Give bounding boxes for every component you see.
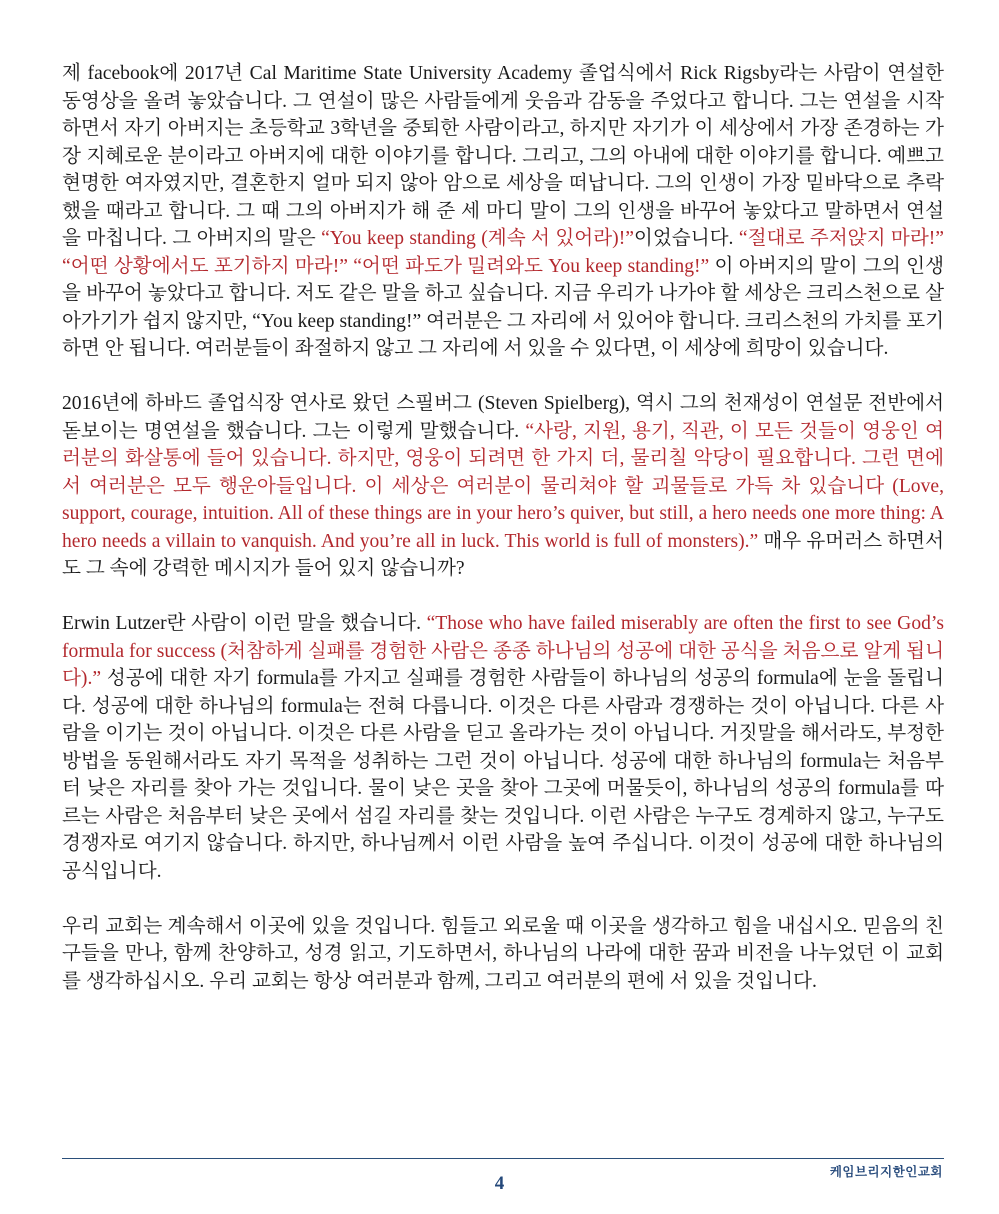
paragraph-3-quote-1: “Those who have failed miserably are often the first to see God’s formula for success (처참하게 실패를 경험한 사람은 종종 하나님의 성공에 대한 공식을 처음으로 알게 됩니다).”	[62, 613, 944, 689]
paragraph-1	[62, 60, 944, 363]
paragraph-1-quote-2: “절대로 주저앉지 마라!” “어떤 상황에서도 포기하지 마라!” “어떤 파도가 밀려와도 You keep standing!”	[62, 228, 944, 277]
paragraph-2-quote-1: “사랑, 지원, 용기, 직관, 이 모든 것들이 영웅인 여러분의 화살통에 들어 있습니다. 하지만, 영웅이 되려면 한 가지 더, 물리칠 악당이 필요합니다. 그런 면에서 여러분은 모두 행운아들입니다. 이 세상은 여러분이 물리쳐야 할 괴물들로 가득 차 있습니다 (Love, support, courage, intuition. All of these things are in your hero’s quiver, but still, a hero needs one more thing: A hero needs a villain to vanquish. And you’re all in luck. This world is full of monsters).”	[62, 420, 944, 552]
paragraph-4	[62, 913, 944, 996]
paragraph-2-text-2: 매우 유머러스 하면서도 그 속에 강력한 메시지가 들어 있지 않습니까?	[62, 530, 945, 579]
page-number: 4	[494, 1173, 505, 1194]
paragraph-1-text-2: 이었습니다.	[633, 228, 739, 249]
paragraph-4-text-1: 우리 교회는 계속해서 이곳에 있을 것입니다. 힘들고 외로울 때 이곳을 생각하고 힘을 내십시오. 믿음의 친구들을 만나, 함께 찬양하고, 성경 읽고, 기도하면서, 하나님의 나라에 대한 꿈과 비전을 나누었던 이 교회를 생각하십시오. 우리 교회는 항상 여러분과 함께, 그리고 여러분의 편에 서 있을 것입니다.	[62, 915, 944, 992]
paragraph-1-text-3: 이 아버지의 말이 그의 인생을 바꾸어 놓았다고 합니다. 저도 같은 말을 하고 싶습니다. 지금 우리가 나가야 할 세상은 크리스천으로 살아가기가 쉽지 않지만, “You keep standing!” 여러분은 그 자리에 서 있어야 합니다. 크리스천의 가치를 포기하면 안 됩니다. 여러분들이 좌절하지 않고 그 자리에 서 있을 수 있다면, 이 세상에 희망이 있습니다.	[62, 255, 944, 359]
paragraph-2	[62, 390, 944, 583]
paragraph-1-quote-1: “You keep standing (계속 서 있어라)!”	[321, 228, 634, 249]
document-body	[62, 60, 944, 995]
paragraph-3-text-1: Erwin Lutzer란 사람이 이런 말을 했습니다.	[62, 613, 427, 634]
church-name: 케임브리지한인교회	[829, 1164, 943, 1179]
footer-divider	[62, 1158, 944, 1159]
paragraph-3-text-2: 성공에 대한 자기 formula를 가지고 실패를 경험한 사람들이 하나님의 성공의 formula에 눈을 돌립니다. 성공에 대한 하나님의 formula는 전혀 다릅니다. 이것은 다른 사람과 경쟁하는 것이 아닙니다. 다른 사람을 이기는 것이 아닙니다. 이것은 다른 사람을 딛고 올라가는 것이 아닙니다. 거짓말을 해서라도, 부정한 방법을 동원해서라도 자기 목적을 성취하는 그런 것이 아닙니다. 성공에 대한 하나님의 formula는 처음부터 낮은 자리를 찾아 가는 것입니다. 물이 낮은 곳을 찾아 그곳에 머물듯이, 하나님의 성공의 formula를 따르는 사람은 처음부터 낮은 곳에서 섬길 자리를 찾는 것입니다. 이런 사람은 누구도 경계하지 않고, 누구도 경쟁자로 여기지 않습니다. 하지만, 하나님께서 이런 사람을 높여 주십니다. 이것이 성공에 대한 하나님의 공식입니다.	[62, 668, 944, 882]
paragraph-3	[62, 610, 944, 885]
paragraph-2-text-1: 2016년에 하바드 졸업식장 연사로 왔던 스필버그 (Steven Spielberg), 역시 그의 천재성이 연설문 전반에서 돋보이는 명연설을 했습니다. 그는 이렇게 말했습니다.	[62, 393, 944, 442]
paragraph-1-text-1: 제 facebook에 2017년 Cal Maritime State University Academy 졸업식에서 Rick Rigsby라는 사람이 연설한 동영상을 올려 놓았습니다. 그 연설이 많은 사람들에게 웃음과 감동을 주었다고 합니다. 그는 연설을 시작하면서 자기 아버지는 초등학교 3학년을 중퇴한 사람이라고, 하지만 자기가 이 세상에서 가장 존경하는 가장 지혜로운 분이라고 아버지에 대한 이야기를 합니다. 그리고, 그의 아내에 대한 이야기를 합니다. 예쁘고 현명한 여자였지만, 결혼한지 얼마 되지 않아 암으로 세상을 떠납니다. 그의 인생이 가장 밑바닥으로 추락했을 때라고 합니다. 그 때 그의 아버지가 해 준 세 마디 말이 그의 인생을 바꾸어 놓았다고 말하면서 연설을 마칩니다. 그 아버지의 말은	[62, 63, 944, 249]
